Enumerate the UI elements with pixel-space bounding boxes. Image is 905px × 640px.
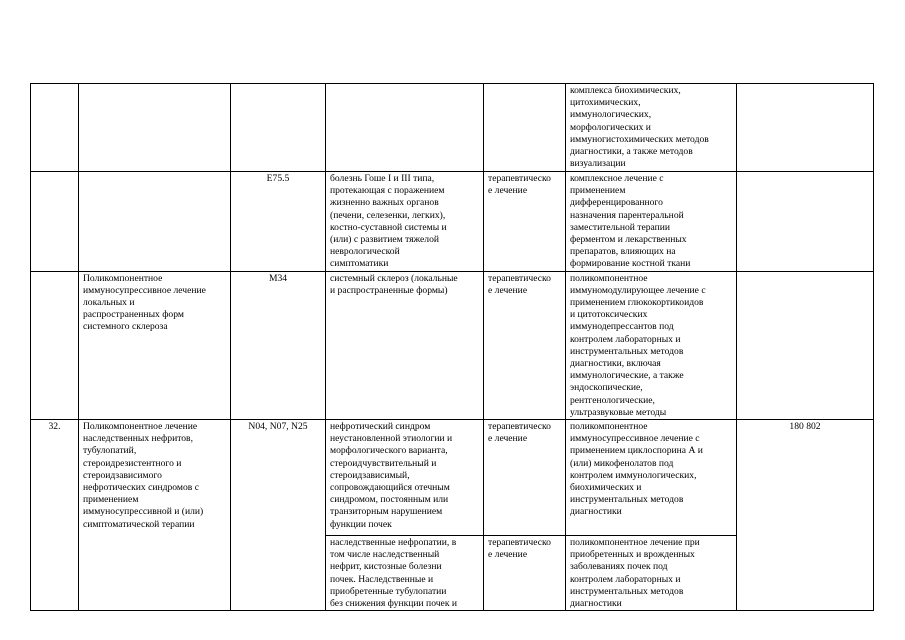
row-number-cell: 32.	[31, 420, 79, 611]
treatment-method-cell: комплексное лечение с применением дифференцированного назначения парентеральной заместительной терапии ферментом и лекарственных препаратов, влияющих на формирование костной ткани	[566, 172, 737, 272]
price-cell	[737, 84, 874, 172]
treatment-kind-cell	[484, 84, 566, 172]
table-row	[31, 271, 874, 419]
treatment-method-cell: поликомпонентное иммуномодулирующее лечение с применением глюкокортикоидов и цитотоксических иммунодепрессантов под контролем лабораторных и инструментальных методов диагностики, включая иммунологические, а также эндоскопические, рентгенологические, ультразвуковые методы	[566, 271, 737, 419]
medical-care-table	[30, 83, 874, 611]
price-cell: 180 802	[737, 420, 874, 611]
treatment-method-cell: поликомпонентное лечение при приобретенных и врожденных заболеваниях почек под контролем лабораторных и инструментальных методов диагностики	[566, 536, 737, 611]
icd-code-cell: M34	[231, 271, 326, 419]
treatment-name-cell: Поликомпонентное лечение наследственных нефритов, тубулопатий, стероидрезистентного и стероидзависимого нефротических синдромов с применением иммуносупрессивной и (или) симптоматической терапии	[79, 420, 231, 611]
treatment-method-cell: поликомпонентное иммуносупрессивное лечение с применением циклоспорина А и (или) микофенолатов под контролем иммунологических, биохимических и инструментальных методов диагностики	[566, 420, 737, 536]
patient-model-cell: системный склероз (локальные и распространенные формы)	[326, 271, 484, 419]
treatment-kind-cell: терапевтическо е лечение	[484, 536, 566, 611]
table-row	[31, 172, 874, 272]
price-cell	[737, 271, 874, 419]
icd-code-cell: E75.5	[231, 172, 326, 272]
treatment-name-cell: Поликомпонентное иммуносупрессивное лечение локальных и распространенных форм системного склероза	[79, 271, 231, 419]
row-number-cell	[31, 84, 79, 172]
icd-code-cell	[231, 84, 326, 172]
treatment-kind-cell: терапевтическо е лечение	[484, 420, 566, 536]
patient-model-cell: нефротический синдром неустановленной этиологии и морфологического варианта, стероидчувствительный и стероидзависимый, сопровождающийся отечным синдромом, постоянным или транзиторным нарушением функции почек	[326, 420, 484, 536]
treatment-method-cell: комплекса биохимических, цитохимических, иммунологических, морфологических и иммуногистохимических методов диагностики, а также методов визуализации	[566, 84, 737, 172]
patient-model-cell: наследственные нефропатии, в том числе наследственный нефрит, кистозные болезни почек. Наследственные и приобретенные тубулопатии без снижения функции почек и	[326, 536, 484, 611]
table-row	[31, 84, 874, 172]
treatment-name-cell	[79, 84, 231, 172]
row-number-cell	[31, 172, 79, 272]
table-row	[31, 420, 874, 536]
treatment-name-cell	[79, 172, 231, 272]
price-cell	[737, 172, 874, 272]
treatment-kind-cell: терапевтическо е лечение	[484, 172, 566, 272]
patient-model-cell: болезнь Гоше I и III типа, протекающая с поражением жизненно важных органов (печени, селезенки, легких), костно-суставной системы и (или) с развитием тяжелой неврологической симптоматики	[326, 172, 484, 272]
row-number-cell	[31, 271, 79, 419]
icd-code-cell: N04, N07, N25	[231, 420, 326, 611]
treatment-kind-cell: терапевтическо е лечение	[484, 271, 566, 419]
patient-model-cell	[326, 84, 484, 172]
